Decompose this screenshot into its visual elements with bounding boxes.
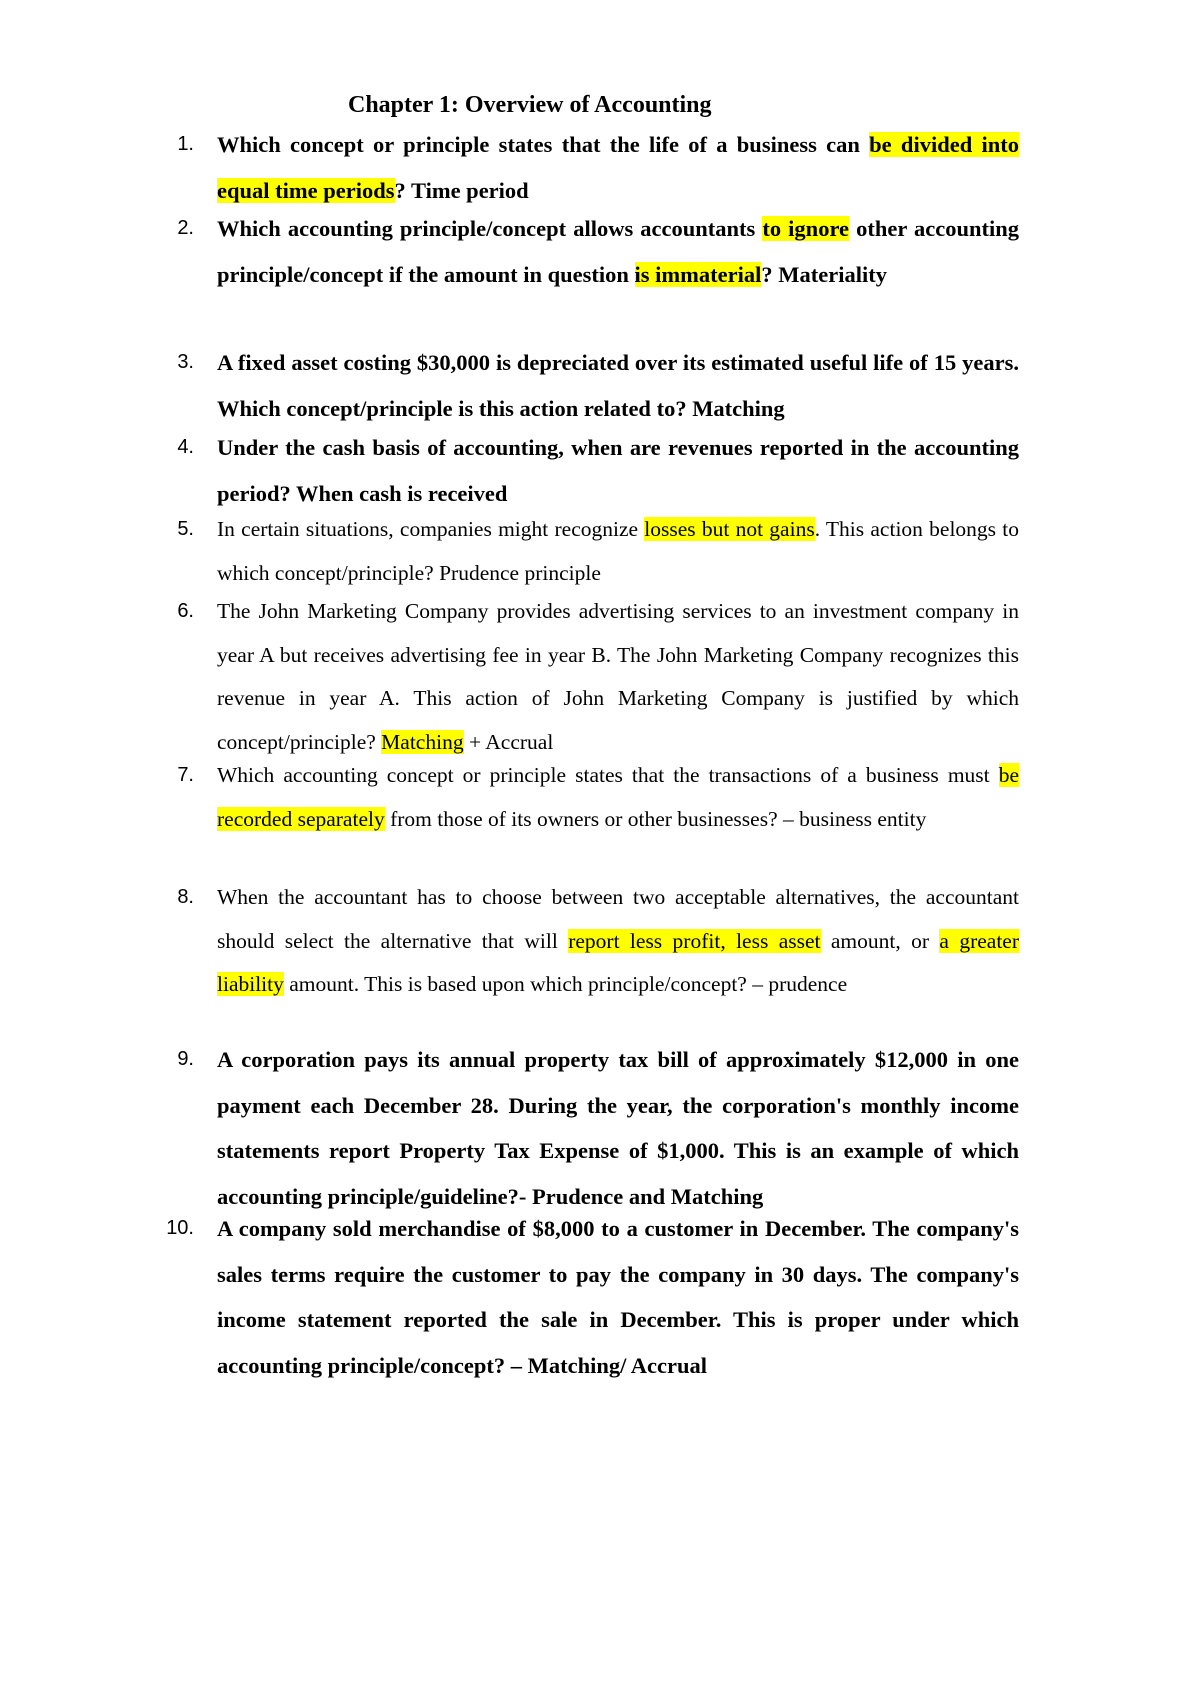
highlighted-text: a greater liability [217, 928, 1019, 997]
question-text-segment: Which accounting concept or principle states that the transactions of a business must [217, 763, 999, 787]
question-text [217, 590, 1019, 765]
question-text [217, 754, 1019, 841]
question-number: 7. [177, 764, 194, 786]
question-text-segment: A company sold merchandise of $8,000 to a customer in December. The company's sales terms require the customer to pay the company in 30 days. The company's income statement reported the sale in December. This is proper under which accounting principle/concept? – Matching/ Accrual [217, 1216, 1019, 1378]
question-number: 3. [177, 351, 194, 373]
highlighted-text: is immaterial [634, 261, 762, 287]
question-text-segment: The John Marketing Company provides advertising services to an investment company in year A but receives advertising fee in year B. The John Marketing Company recognizes this revenue in year A. This action of John Marketing Company is justified by which concept/principle? [217, 599, 1019, 755]
question-text-segment: In certain situations, companies might recognize [217, 517, 645, 541]
question-text [217, 876, 1019, 1007]
question-number: 8. [177, 886, 194, 908]
question-number: 4. [177, 436, 194, 458]
question-text-segment: A fixed asset costing $30,000 is depreciated over its estimated useful life of 15 years. Which concept/principle is this action related to? Matching [217, 350, 1019, 421]
question-text-segment: Under the cash basis of accounting, when are revenues reported in the accounting period? When cash is received [217, 435, 1019, 506]
question-text-segment: A corporation pays its annual property tax bill of approximately $12,000 in one payment each December 28. During the year, the corporation's monthly income statements report Property Tax Expense of $1,000. This is an example of which accounting principle/guideline?- Prudence and Matching [217, 1047, 1019, 1209]
question-text-segment: Time period [410, 177, 529, 203]
page-title: Chapter 1: Overview of Accounting [348, 92, 712, 118]
highlighted-text: to ignore [762, 216, 850, 241]
highlighted-text: losses but not gains [644, 517, 815, 541]
question-text [217, 340, 1019, 431]
question-text-segment: from those of its owners or other businesses? – business entity [384, 806, 927, 831]
question-number: 10. [166, 1217, 194, 1239]
question-text-segment: When the accountant has to choose between two acceptable alternatives, the accountant should select the alternative that will [217, 885, 1019, 953]
question-text-segment: Which concept or principle states that the life of a business can [217, 132, 870, 157]
question-text [217, 425, 1019, 516]
question-text [217, 122, 1019, 213]
question-text-segment: amount, or [820, 928, 940, 953]
question-text-segment: amount. This is based upon which principle/concept? – prudence [283, 972, 848, 997]
highlighted-text: be recorded separately [217, 763, 1019, 831]
question-text [217, 206, 1019, 297]
question-text-segment: . This action belongs to which concept/principle? Prudence principle [217, 517, 1019, 585]
question-text [217, 1037, 1019, 1219]
question-number: 1. [177, 133, 194, 155]
question-text-segment: other accounting principle/concept if the amount in question [217, 216, 1019, 287]
highlighted-text: Matching [381, 730, 464, 755]
question-number: 9. [177, 1048, 194, 1070]
question-number: 6. [177, 600, 194, 622]
question-number: 2. [177, 217, 194, 239]
question-text-segment: + Accrual [463, 730, 554, 755]
highlighted-text: be divided into equal time periods [217, 132, 1019, 203]
question-text [217, 508, 1019, 595]
question-text-segment: Which accounting principle/concept allows accountants [217, 216, 763, 241]
highlighted-text: report less profit, less asset [568, 928, 821, 953]
question-number: 5. [177, 518, 194, 540]
question-text [217, 1206, 1019, 1388]
question-text-segment: ? [394, 177, 411, 203]
question-text-segment: ? Materiality [761, 261, 887, 287]
